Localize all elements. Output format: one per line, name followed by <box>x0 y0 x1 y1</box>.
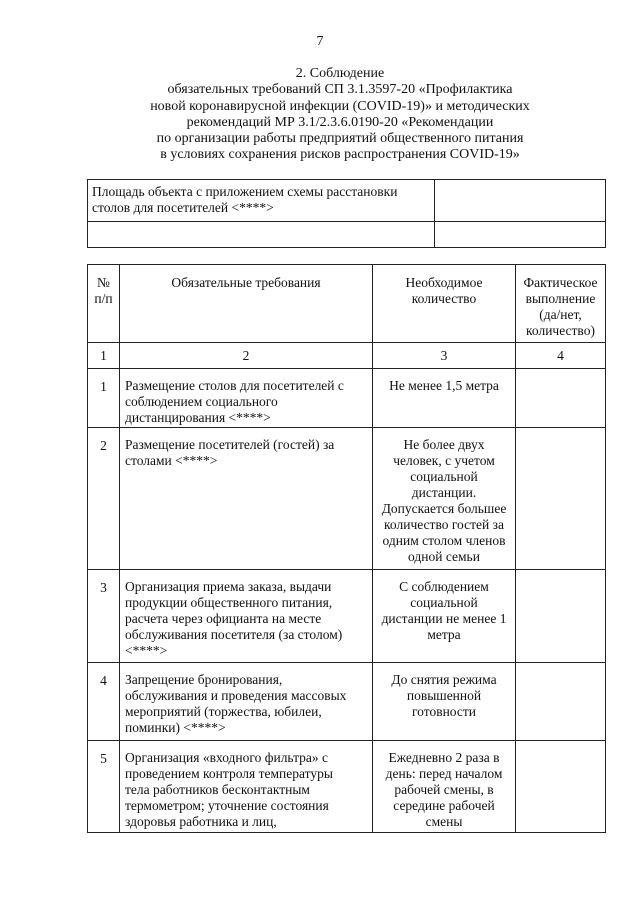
page-number: 7 <box>316 34 324 49</box>
quantity-line: С соблюдением <box>399 579 489 594</box>
quantity-line: Допускается большее <box>381 501 507 516</box>
area-label-line: Площадь объекта с приложением схемы расстановки <box>92 184 398 199</box>
heading-line: в условиях сохранения рисков распространения COVID-19» <box>160 147 520 163</box>
quantity-line: человек, с учетом <box>393 453 495 468</box>
header-quantity-line: Необходимое <box>405 275 483 290</box>
quantity-line: одним столом членов <box>382 533 506 548</box>
area-empty-cell[interactable] <box>88 222 435 248</box>
actual-cell[interactable] <box>516 428 606 570</box>
requirement-line: <****> <box>125 643 168 658</box>
quantity-line: количество гостей за <box>384 517 504 532</box>
header-actual <box>516 265 606 343</box>
header-quantity <box>373 265 516 343</box>
index-cell: 3 <box>373 343 516 369</box>
quantity-cell <box>373 741 516 833</box>
header-num <box>88 265 120 343</box>
quantity-cell <box>373 663 516 741</box>
section-heading <box>60 66 620 164</box>
heading-line: новой коронавирусной инфекции (COVID-19)» и методических <box>150 98 530 114</box>
area-table <box>87 179 606 248</box>
quantity-line: До снятия режима <box>391 672 497 687</box>
requirement-line: расчета через официанта на месте <box>125 611 322 626</box>
header-quantity-line: количество <box>411 291 477 306</box>
header-num-line: п/п <box>94 291 113 306</box>
area-empty-row <box>88 222 606 248</box>
quantity-line: одной семьи <box>408 549 480 564</box>
quantity-cell <box>373 570 516 663</box>
quantity-line: социальной <box>410 595 478 610</box>
actual-cell[interactable] <box>516 570 606 663</box>
heading-line: по организации работы предприятий общественного питания <box>156 131 524 147</box>
actual-cell[interactable] <box>516 741 606 833</box>
quantity-line: Не более двух <box>403 437 485 452</box>
index-cell: 1 <box>88 343 120 369</box>
quantity-line: метра <box>427 627 461 642</box>
area-row <box>88 180 606 222</box>
table-row <box>88 428 606 570</box>
requirement-line: обслуживания посетителя (за столом) <box>125 627 343 642</box>
quantity-line: Не менее 1,5 метра <box>389 378 499 393</box>
requirement-line: соблюдением социального <box>125 394 278 409</box>
quantity-line: середине рабочей <box>393 798 495 813</box>
header-actual-line: выполнение <box>525 291 596 306</box>
header-actual-line: Фактическое <box>523 275 598 290</box>
requirement-line: здоровья работника и лиц, <box>125 814 277 829</box>
quantity-line: дистанции не менее 1 <box>381 611 507 626</box>
row-number: 4 <box>88 663 120 741</box>
requirement-line: Размещение посетителей (гостей) за <box>125 437 335 452</box>
quantity-line: смены <box>425 814 463 829</box>
quantity-line: день: перед началом <box>385 766 503 781</box>
quantity-line: Ежедневно 2 раза в <box>388 750 500 765</box>
area-label-line: столов для посетителей <****> <box>92 199 274 215</box>
requirement-line: обслуживания и проведения массовых <box>125 688 347 703</box>
requirement-cell <box>120 741 373 833</box>
row-number: 1 <box>88 369 120 428</box>
heading-line: 2. Соблюдение <box>295 66 385 81</box>
quantity-cell <box>373 369 516 428</box>
heading-line: рекомендаций МР 3.1/2.3.6.0190-20 «Рекомендации <box>186 114 494 130</box>
index-cell: 2 <box>120 343 373 369</box>
header-row <box>88 265 606 343</box>
requirement-line: Размещение столов для посетителей с <box>125 378 344 393</box>
requirements-table <box>87 264 606 833</box>
header-actual-line: (да/нет, <box>539 307 582 322</box>
row-number: 3 <box>88 570 120 663</box>
requirement-line: столами <****> <box>125 453 218 468</box>
header-requirement-line: Обязательные требования <box>171 275 321 290</box>
table-row <box>88 369 606 428</box>
requirement-cell <box>120 663 373 741</box>
requirement-line: Запрещение бронирования, <box>125 672 283 687</box>
table-row <box>88 741 606 833</box>
requirement-line: проведением контроля температуры <box>125 766 333 781</box>
requirement-line: термометром; уточнение состояния <box>125 798 329 813</box>
area-label-cell <box>88 180 435 222</box>
header-requirement <box>120 265 373 343</box>
requirement-line: Организация «входного фильтра» с <box>125 750 329 765</box>
quantity-line: повышенной <box>406 688 482 703</box>
row-number: 5 <box>88 741 120 833</box>
quantity-line: дистанции. <box>411 485 477 500</box>
quantity-cell <box>373 428 516 570</box>
requirement-cell <box>120 428 373 570</box>
requirement-line: Организация приема заказа, выдачи <box>125 579 332 594</box>
requirement-cell <box>120 570 373 663</box>
quantity-line: рабочей смены, в <box>394 782 494 797</box>
area-empty-cell[interactable] <box>435 222 606 248</box>
requirement-line: продукции общественного питания, <box>125 595 333 610</box>
requirement-line: мероприятий (торжества, юбилеи, <box>125 704 322 719</box>
actual-cell[interactable] <box>516 369 606 428</box>
requirement-line: тела работников бесконтактным <box>125 782 310 797</box>
quantity-line: социальной <box>410 469 478 484</box>
header-actual-line: количество) <box>526 323 595 338</box>
actual-cell[interactable] <box>516 663 606 741</box>
table-row <box>88 663 606 741</box>
index-cell: 4 <box>516 343 606 369</box>
table-row <box>88 570 606 663</box>
index-row <box>88 343 606 369</box>
heading-line: обязательных требований СП 3.1.3597-20 «Профилактика <box>167 82 513 98</box>
header-num-line: № <box>97 275 110 290</box>
requirement-cell <box>120 369 373 428</box>
requirement-line: поминки) <****> <box>125 720 226 735</box>
area-value-cell[interactable] <box>435 180 606 222</box>
requirement-line: дистанцирования <****> <box>125 410 271 425</box>
row-number: 2 <box>88 428 120 570</box>
quantity-line: готовности <box>411 704 477 719</box>
